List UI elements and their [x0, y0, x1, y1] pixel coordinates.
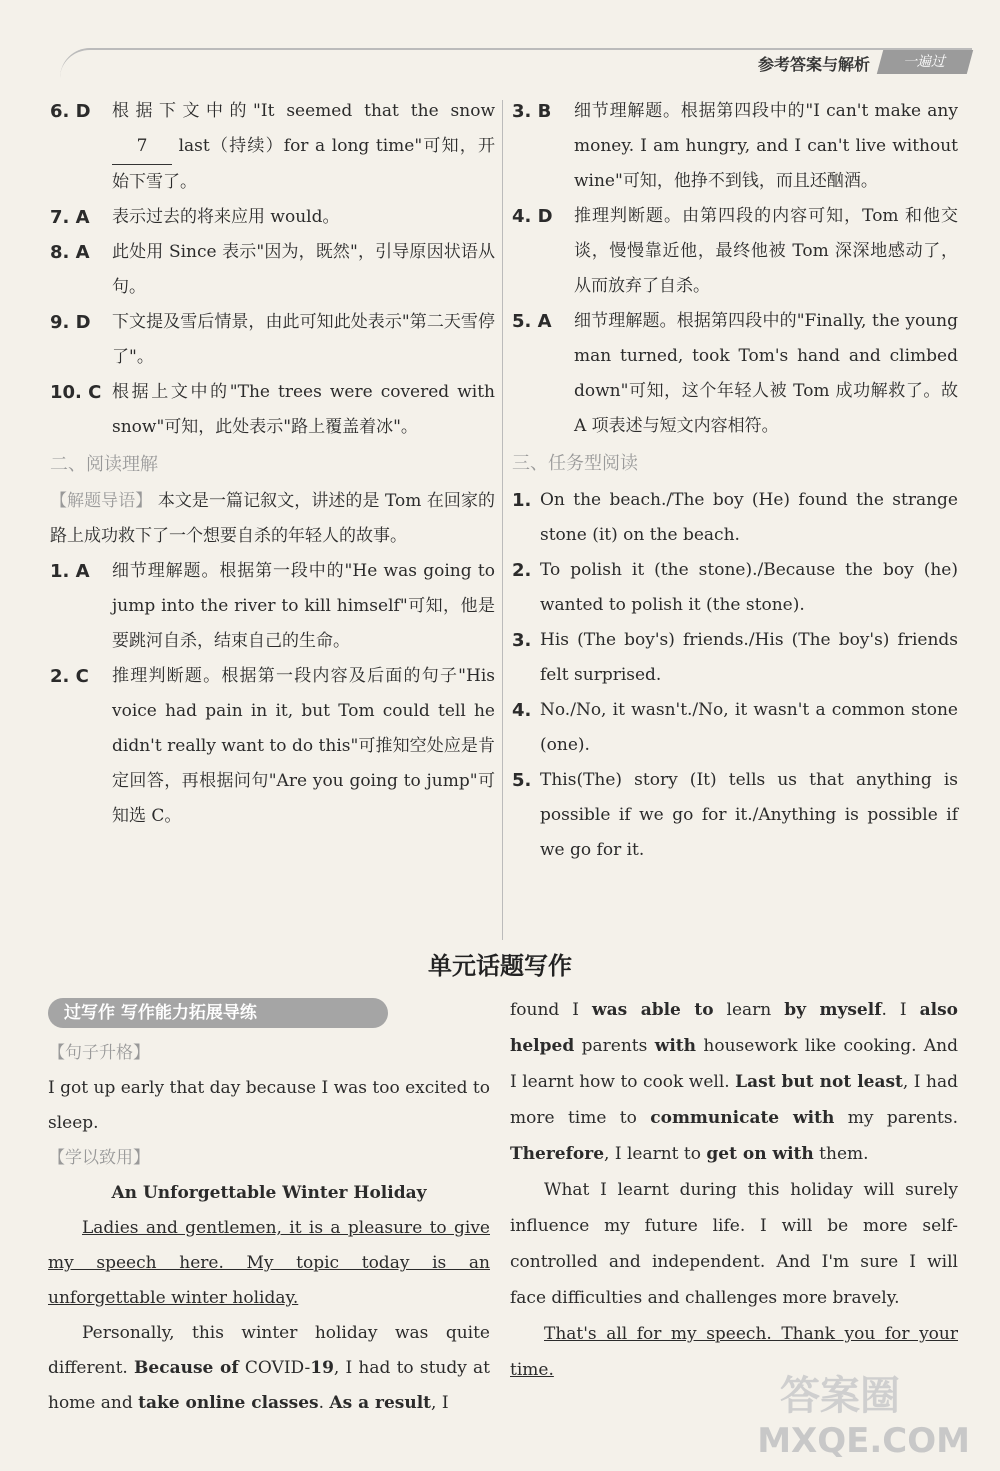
answer-text: 根据上文中的"The trees were covered with snow"可知，此处表示"路上覆盖着冰"。 [112, 382, 495, 437]
answer-item [50, 200, 495, 235]
answer-number: 4. D [512, 206, 553, 227]
answer-number: 2. C [50, 666, 89, 687]
answer-text: 细节理解题。根据第一段中的"He was going to jump into the river to kill himself"可知，他是要跳河自杀，结束自己的生命。 [112, 561, 495, 651]
banner-text: 过写作 写作能力拓展导练 [64, 1003, 257, 1023]
answer-number: 5. [512, 770, 532, 791]
answer-item [512, 623, 958, 693]
right-column [512, 94, 958, 868]
answer-item [50, 305, 495, 375]
answer-text: This(The) story (It) tells us that anything is possible if we go for it./Anything is possible if we go for it. [540, 770, 958, 860]
upgraded-sentence: I got up early that day because I was too excited to sleep. [48, 1078, 490, 1133]
answer-text: 根据下文中的"It seemed that the snow [112, 101, 495, 121]
watermark-url: MXQE.COM [757, 1421, 970, 1461]
answer-text: 推理判断题。根据第一段内容及后面的句子"His voice had pain in it, but Tom could tell he didn't really want to do this"可推知空处应是肯定回答，再根据问句"Are you going to jump"可知选 C。 [112, 666, 495, 826]
section-title: 三、任务型阅读 [512, 453, 638, 474]
essay-paragraph: Personally, this winter holiday was quite different. Because of COVID-19, I had to study at home and take online classes. As a result, I [48, 1323, 490, 1413]
answer-item [512, 483, 958, 553]
answer-item [512, 693, 958, 763]
guide-label: 【解题导语】 [50, 491, 153, 511]
answer-item [512, 304, 958, 444]
answer-item [512, 199, 958, 304]
answer-text: 推理判断题。由第四段的内容可知，Tom 和他交谈，慢慢靠近他，最终他被 Tom 深深地感动了，从而放弃了自杀。 [574, 206, 958, 296]
writing-right-column [510, 992, 958, 1388]
answer-item [50, 235, 495, 305]
answer-number: 5. A [512, 311, 552, 332]
header-title: 参考答案与解析 [757, 55, 870, 74]
answer-number: 3. B [512, 101, 552, 122]
answer-item [50, 554, 495, 659]
essay-paragraph: What I learnt during this holiday will surely influence my future life. I will be more self-controlled and independent. And I'm sure I will face difficulties and challenges more bravely. [510, 1180, 958, 1308]
answer-number: 8. A [50, 242, 90, 263]
answer-text: last（持续）for a long time"可知，开始下雪了。 [112, 136, 495, 192]
essay-title: An Unforgettable Winter Holiday [111, 1183, 427, 1203]
answer-number: 3. [512, 630, 532, 651]
writing-banner [48, 998, 388, 1028]
answer-text: 此处用 Since 表示"因为，既然"，引导原因状语从句。 [112, 242, 495, 297]
watermark-logo: 答案圈 [780, 1373, 900, 1419]
answer-number: 7. A [50, 207, 90, 228]
answer-number: 1. A [50, 561, 90, 582]
guide-text: 本文是一篇记叙文，讲述的是 Tom 在回家的路上成功救下了一个想要自杀的年轻人的故事。 [50, 491, 496, 546]
answer-text: 表示过去的将来应用 would。 [112, 207, 340, 227]
answer-item [50, 94, 495, 200]
answer-number: 9. D [50, 312, 91, 333]
answer-text: 下文提及雪后情景，由此可知此处表示"第二天雪停了"。 [112, 312, 495, 367]
answer-number: 6. D [50, 101, 91, 122]
writing-title: 单元话题写作 [428, 952, 572, 980]
answer-item [512, 553, 958, 623]
sentence-label: 【句子升格】 [48, 1043, 150, 1063]
answer-text: 细节理解题。根据第四段中的"Finally, the young man turned, took Tom's hand and climbed down"可知，这个年轻人被 Tom 成功解救了。故 A 项表述与短文内容相符。 [574, 311, 958, 436]
header-logo: 一遍过 [877, 50, 973, 74]
answer-number: 2. [512, 560, 532, 581]
answer-item [50, 659, 495, 834]
essay-paragraph: Ladies and gentlemen, it is a pleasure to give my speech here. My topic today is an unforgettable winter holiday. [48, 1218, 490, 1308]
section-title: 二、阅读理解 [50, 454, 158, 475]
writing-left-column [48, 1036, 490, 1421]
answer-item [512, 94, 958, 199]
answer-text: On the beach./The boy (He) found the strange stone (it) on the beach. [540, 490, 958, 545]
answer-text: 细节理解题。根据第四段中的"I can't make any money. I am hungry, and I can't live without wine"可知，他挣不到钱，而且还酗酒。 [574, 101, 958, 191]
answer-item [50, 375, 495, 445]
essay-paragraph: That's all for my speech. Thank you for your time. [510, 1324, 958, 1380]
answer-number: 4. [512, 700, 532, 721]
answer-text: His (The boy's) friends./His (The boy's) friends felt surprised. [540, 630, 958, 685]
apply-label: 【学以致用】 [48, 1148, 150, 1168]
blank-number: 7 [112, 129, 172, 165]
answer-text: To polish it (the stone)./Because the boy (he) wanted to polish it (the stone). [540, 560, 958, 615]
answer-item [512, 763, 958, 868]
guide-paragraph [50, 484, 495, 554]
answer-number: 10. C [50, 382, 102, 403]
answer-number: 1. [512, 490, 532, 511]
left-column [50, 94, 495, 834]
answer-text: No./No, it wasn't./No, it wasn't a common stone (one). [540, 700, 958, 755]
column-divider [502, 100, 503, 940]
essay-paragraph: found I was able to learn by myself. I also helped parents with housework like cooking. And I learnt how to cook well. Last but not least, I had more time to communicate with my parents. Therefore, I learnt to get on with them. [510, 1000, 958, 1164]
